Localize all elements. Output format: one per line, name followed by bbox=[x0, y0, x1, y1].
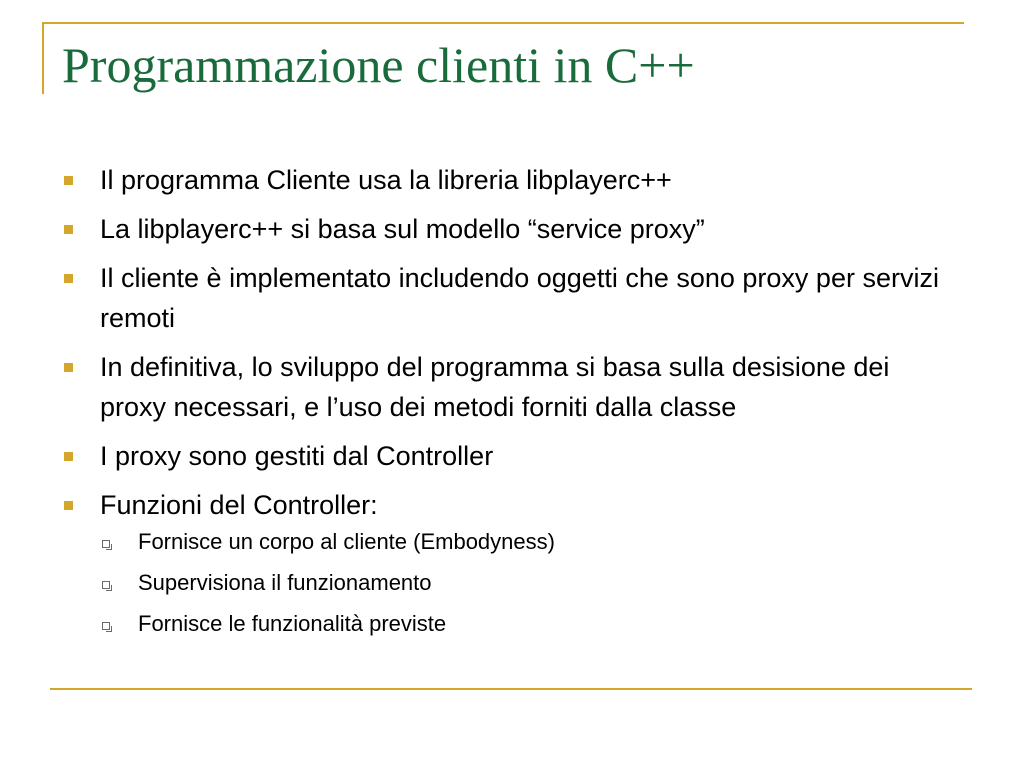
bullet-list bbox=[62, 160, 962, 649]
hollow-square-bullet-icon bbox=[102, 581, 110, 589]
sub-bullet-item bbox=[100, 566, 962, 599]
frame-bottom-rule bbox=[50, 688, 972, 690]
square-bullet-icon bbox=[64, 176, 73, 185]
square-bullet-icon bbox=[64, 363, 73, 372]
bullet-text: I proxy sono gestiti dal Controller bbox=[100, 441, 494, 471]
sub-bullet-item bbox=[100, 525, 962, 558]
hollow-square-bullet-icon bbox=[102, 622, 110, 630]
slide-title: Programmazione clienti in C++ bbox=[62, 37, 695, 93]
bullet-text: In definitiva, lo sviluppo del programma si basa sulla desisione dei proxy necessari, e l’uso dei metodi forniti dalla classe bbox=[100, 352, 890, 422]
hollow-square-bullet-icon bbox=[102, 540, 110, 548]
sub-bullet-text: Supervisiona il funzionamento bbox=[138, 570, 432, 595]
bullet-item bbox=[62, 347, 962, 427]
sub-bullet-text: Fornisce un corpo al cliente (Embodyness) bbox=[138, 529, 555, 554]
sub-bullet-list bbox=[100, 525, 962, 640]
bullet-item bbox=[62, 436, 962, 476]
bullet-text: Il programma Cliente usa la libreria libplayerc++ bbox=[100, 165, 672, 195]
square-bullet-icon bbox=[64, 274, 73, 283]
frame-left-rule bbox=[42, 22, 44, 94]
bullet-text: La libplayerc++ si basa sul modello “service proxy” bbox=[100, 214, 705, 244]
square-bullet-icon bbox=[64, 225, 73, 234]
sub-bullet-item bbox=[100, 607, 962, 640]
sub-bullet-text: Fornisce le funzionalità previste bbox=[138, 611, 447, 636]
bullet-item bbox=[62, 485, 962, 640]
bullet-item bbox=[62, 160, 962, 200]
bullet-item bbox=[62, 258, 962, 338]
bullet-item bbox=[62, 209, 962, 249]
bullet-text: Funzioni del Controller: bbox=[100, 490, 378, 520]
square-bullet-icon bbox=[64, 452, 73, 461]
bullet-text: Il cliente è implementato includendo oggetti che sono proxy per servizi remoti bbox=[100, 263, 939, 333]
frame-top-rule bbox=[42, 22, 964, 24]
square-bullet-icon bbox=[64, 501, 73, 510]
